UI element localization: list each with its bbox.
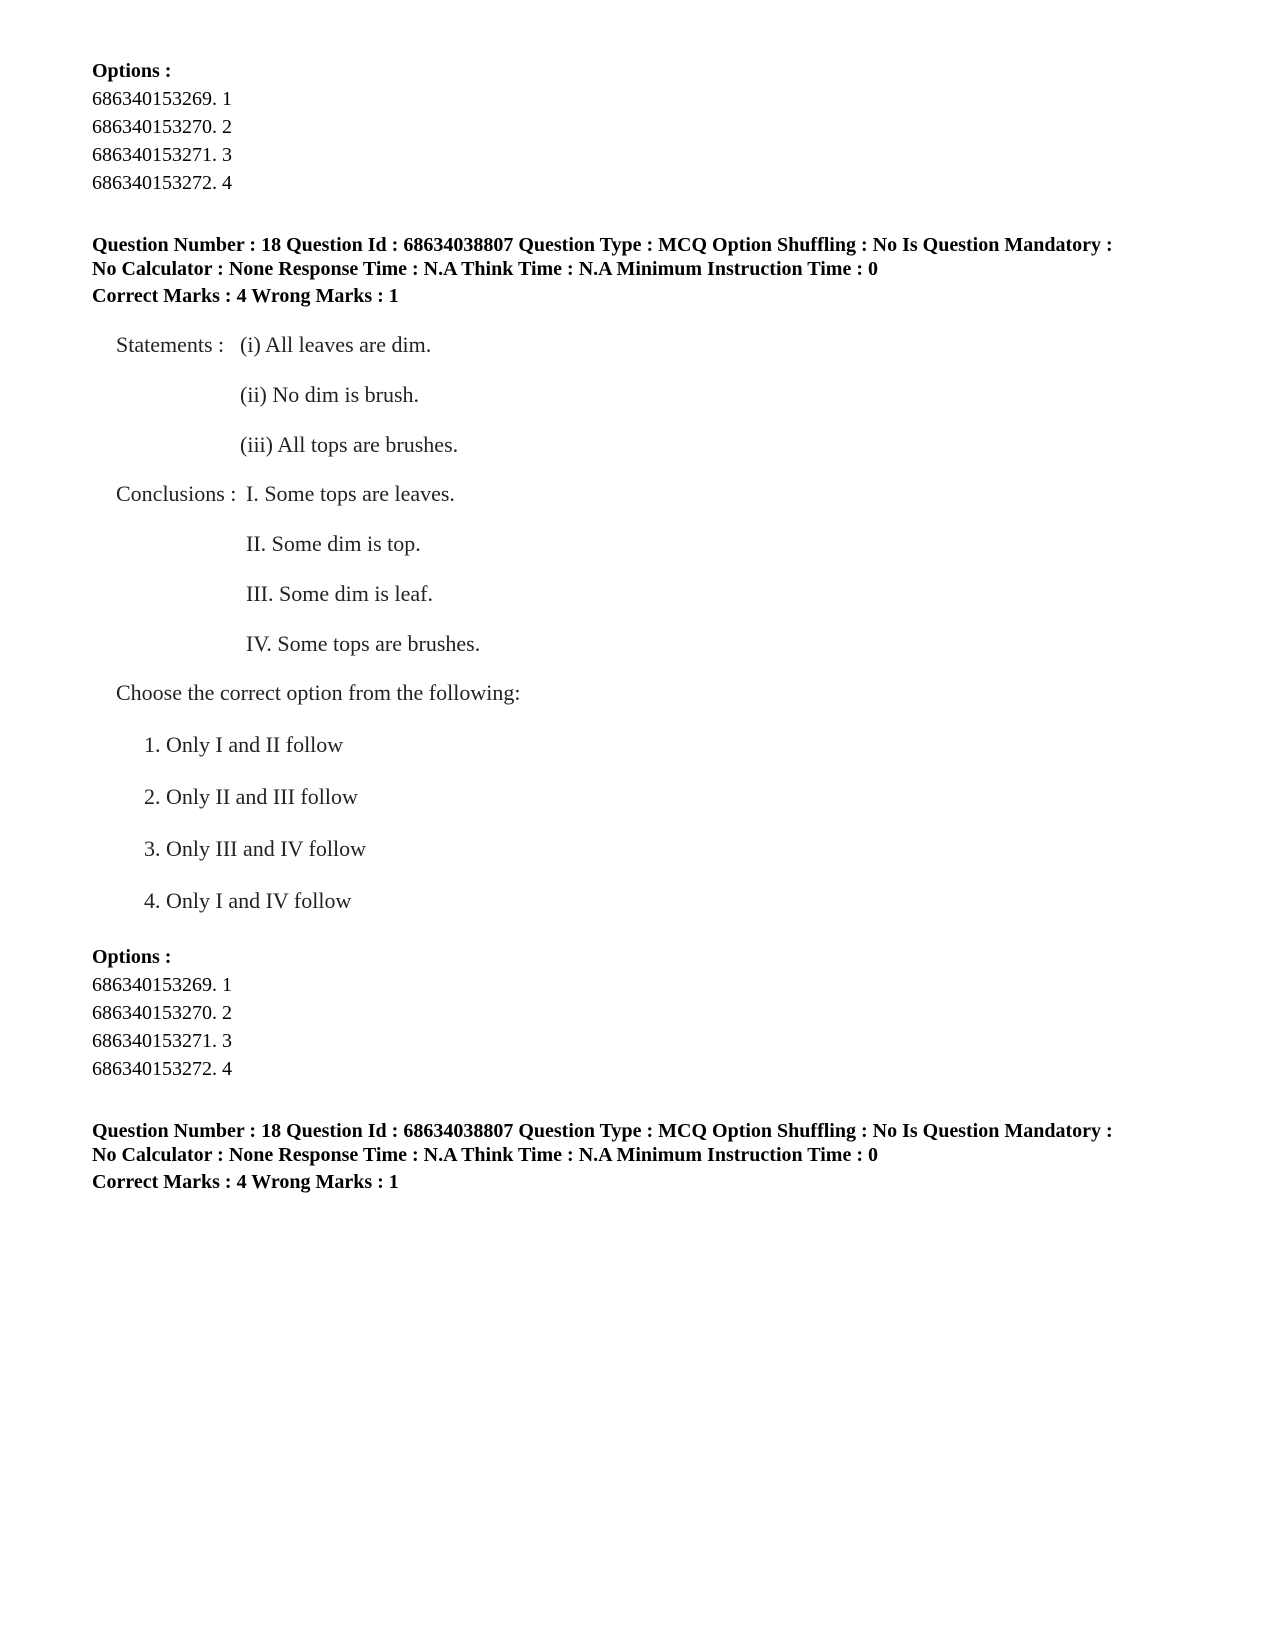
- statement: (iii) All tops are brushes.: [240, 432, 459, 457]
- answer-choice: 3. Only III and IV follow: [144, 836, 366, 861]
- question-header-repeat: [92, 1119, 1212, 1167]
- question-header: [92, 233, 1212, 281]
- statements-label: Statements :: [116, 332, 225, 357]
- answer-choice: 1. Only I and II follow: [144, 732, 344, 757]
- statement: (ii) No dim is brush.: [240, 382, 420, 407]
- option-item: 686340153270. 2: [92, 116, 232, 138]
- option-item: 686340153269. 1: [92, 88, 232, 110]
- option-item: 686340153272. 4: [92, 1058, 232, 1080]
- question-header-line: No Calculator : None Response Time : N.A Think Time : N.A Minimum Instruction Time : 0: [92, 1144, 878, 1166]
- conclusions-label: Conclusions :: [116, 481, 237, 506]
- options-block-top: [92, 57, 232, 197]
- option-item: 686340153271. 3: [92, 144, 232, 166]
- question-header-line: No Calculator : None Response Time : N.A Think Time : N.A Minimum Instruction Time : 0: [92, 258, 878, 280]
- conclusion: IV. Some tops are brushes.: [246, 631, 481, 656]
- conclusion: I. Some tops are leaves.: [246, 481, 455, 506]
- options-block-bottom: [92, 943, 232, 1083]
- question-header-line: Question Number : 18 Question Id : 68634038807 Question Type : MCQ Option Shuffling : No Is Question Mandatory :: [92, 1120, 1113, 1142]
- conclusion: III. Some dim is leaf.: [246, 581, 433, 606]
- conclusion: II. Some dim is top.: [246, 531, 421, 556]
- marks-line-repeat: Correct Marks : 4 Wrong Marks : 1: [92, 1171, 399, 1193]
- question-body: [92, 332, 792, 972]
- options-heading: Options :: [92, 946, 172, 968]
- question-prompt: Choose the correct option from the following:: [116, 680, 521, 705]
- answer-choice: 2. Only II and III follow: [144, 784, 358, 809]
- question-header-line: Question Number : 18 Question Id : 68634038807 Question Type : MCQ Option Shuffling : No Is Question Mandatory :: [92, 234, 1113, 256]
- statement: (i) All leaves are dim.: [240, 332, 432, 357]
- marks-line: Correct Marks : 4 Wrong Marks : 1: [92, 285, 399, 307]
- option-item: 686340153271. 3: [92, 1030, 232, 1052]
- option-item: 686340153269. 1: [92, 974, 232, 996]
- options-heading: Options :: [92, 60, 172, 82]
- option-item: 686340153272. 4: [92, 172, 232, 194]
- option-item: 686340153270. 2: [92, 1002, 232, 1024]
- answer-choice: 4. Only I and IV follow: [144, 888, 352, 913]
